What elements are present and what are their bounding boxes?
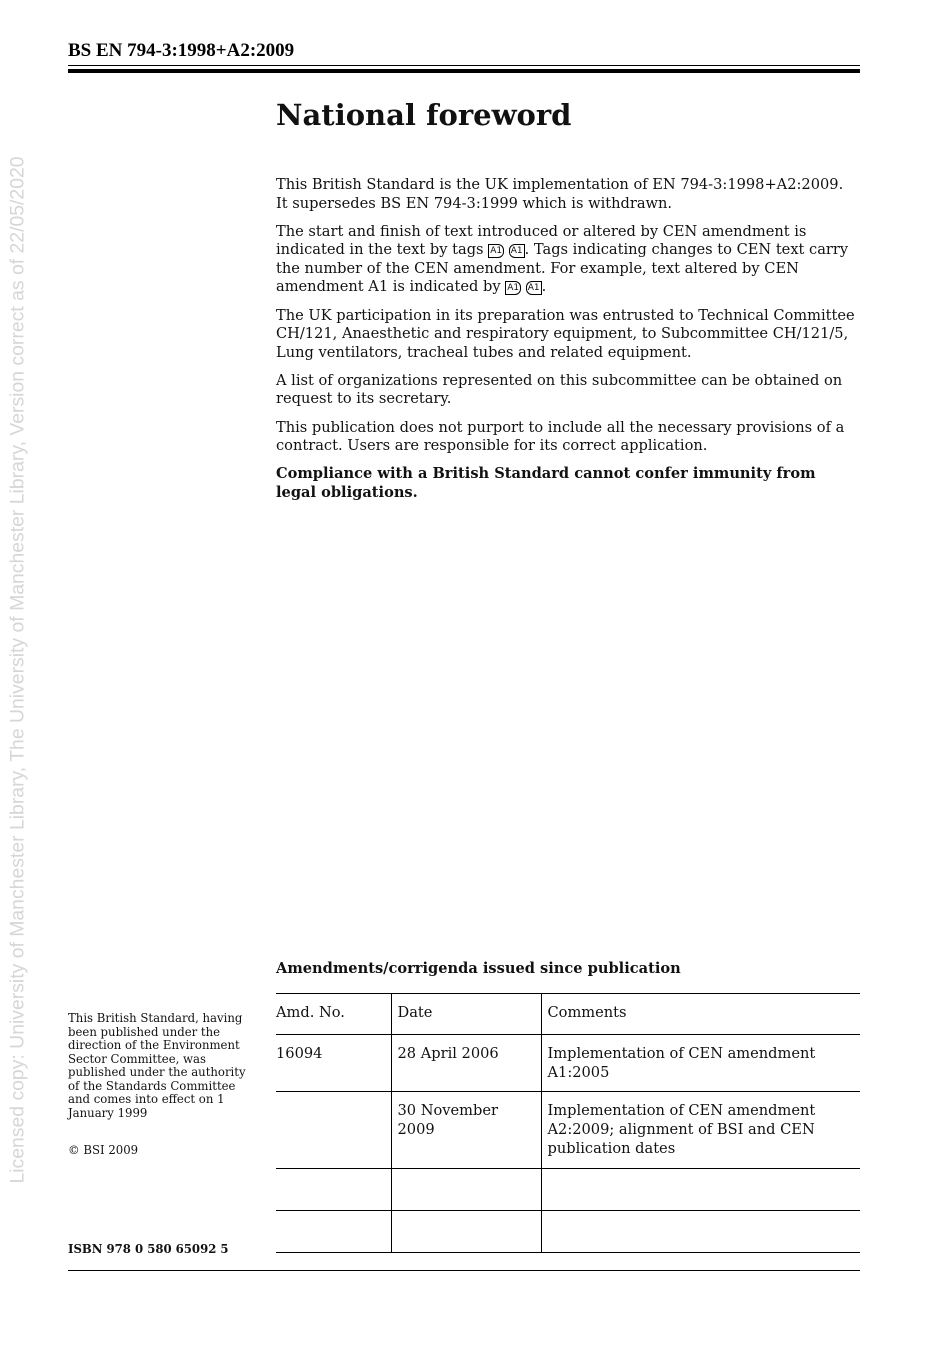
- cell-date: 28 April 2006: [391, 1035, 541, 1092]
- watermark-text: Licensed copy: University of Manchester Library, The University of Manchester Library, Version correct as of 22/05/2020: [6, 156, 29, 1184]
- table-row: [276, 1092, 860, 1169]
- tags-text-b: . Tags indicating changes to CEN text carry the number of the CEN amendment. For example, text altered by CEN amendment A1 is indicated by: [276, 241, 849, 296]
- paragraph-compliance: Compliance with a British Standard cannot confer immunity from legal obligations.: [276, 465, 816, 501]
- tags-text-c: .: [541, 278, 547, 296]
- cell-date: [391, 1169, 541, 1211]
- page-title: National foreword: [276, 98, 572, 132]
- header-rule-thin: [68, 65, 860, 66]
- footer-rule: [68, 1270, 860, 1271]
- foreword-body: [276, 176, 856, 512]
- tags-text-a: The start and finish of text introduced or altered by CEN amendment is indicated in the text by tags: [276, 222, 807, 259]
- paragraph-provisions: This publication does not purport to include all the necessary provisions of a contract. Users are responsible for its correct application.: [276, 418, 845, 455]
- header-comments: Comments: [541, 994, 860, 1035]
- table-row: [276, 1169, 860, 1211]
- publication-authority-note: This British Standard, having been published under the direction of the Environment Sector Committee, was published under the authority of the Standards Committee and comes into effect on 1 January 1999: [68, 1011, 246, 1120]
- cell-comments: [541, 1211, 860, 1253]
- amendment-close-tag-icon: A1: [527, 283, 540, 294]
- table-row: [276, 1211, 860, 1253]
- cell-amd-no: 16094: [276, 1035, 391, 1092]
- isbn-number: ISBN 978 0 580 65092 5: [68, 1242, 229, 1256]
- header-rule-thick: [68, 69, 860, 73]
- header-amd-no: Amd. No.: [276, 994, 391, 1035]
- paragraph-implementation: This British Standard is the UK implementation of EN 794-3:1998+A2:2009. It supersedes BS EN 794-3:1999 which is withdrawn.: [276, 176, 844, 212]
- paragraph-committee: The UK participation in its preparation was entrusted to Technical Committee CH/121, Anaesthetic and respiratory equipment, to Subcommittee CH/121/5, Lung ventilators, tracheal tubes and related equipment.: [276, 306, 855, 361]
- cell-comments: [541, 1169, 860, 1211]
- cell-date: 30 November 2009: [391, 1092, 541, 1169]
- cell-comments: Implementation of CEN amendment A2:2009; alignment of BSI and CEN publication dates: [541, 1092, 860, 1169]
- amendments-table: [276, 993, 860, 1253]
- cell-date: [391, 1211, 541, 1253]
- table-row: [276, 1035, 860, 1092]
- cell-amd-no: [276, 1092, 391, 1169]
- amendments-title: Amendments/corrigenda issued since publication: [276, 960, 681, 977]
- paragraph-amendment-tags: [276, 223, 856, 297]
- table-header-row: [276, 994, 860, 1035]
- amendment-open-tag-icon: A1: [507, 283, 520, 294]
- copyright-notice: © BSI 2009: [68, 1143, 139, 1157]
- amendment-open-tag-icon: A1: [490, 246, 503, 257]
- document-id-header: BS EN 794-3:1998+A2:2009: [68, 40, 295, 61]
- cell-comments: Implementation of CEN amendment A1:2005: [541, 1035, 860, 1092]
- cell-amd-no: [276, 1169, 391, 1211]
- header-date: Date: [391, 994, 541, 1035]
- paragraph-organizations: A list of organizations represented on this subcommittee can be obtained on request to its secretary.: [276, 371, 843, 408]
- cell-amd-no: [276, 1211, 391, 1253]
- amendment-close-tag-icon: A1: [510, 246, 523, 257]
